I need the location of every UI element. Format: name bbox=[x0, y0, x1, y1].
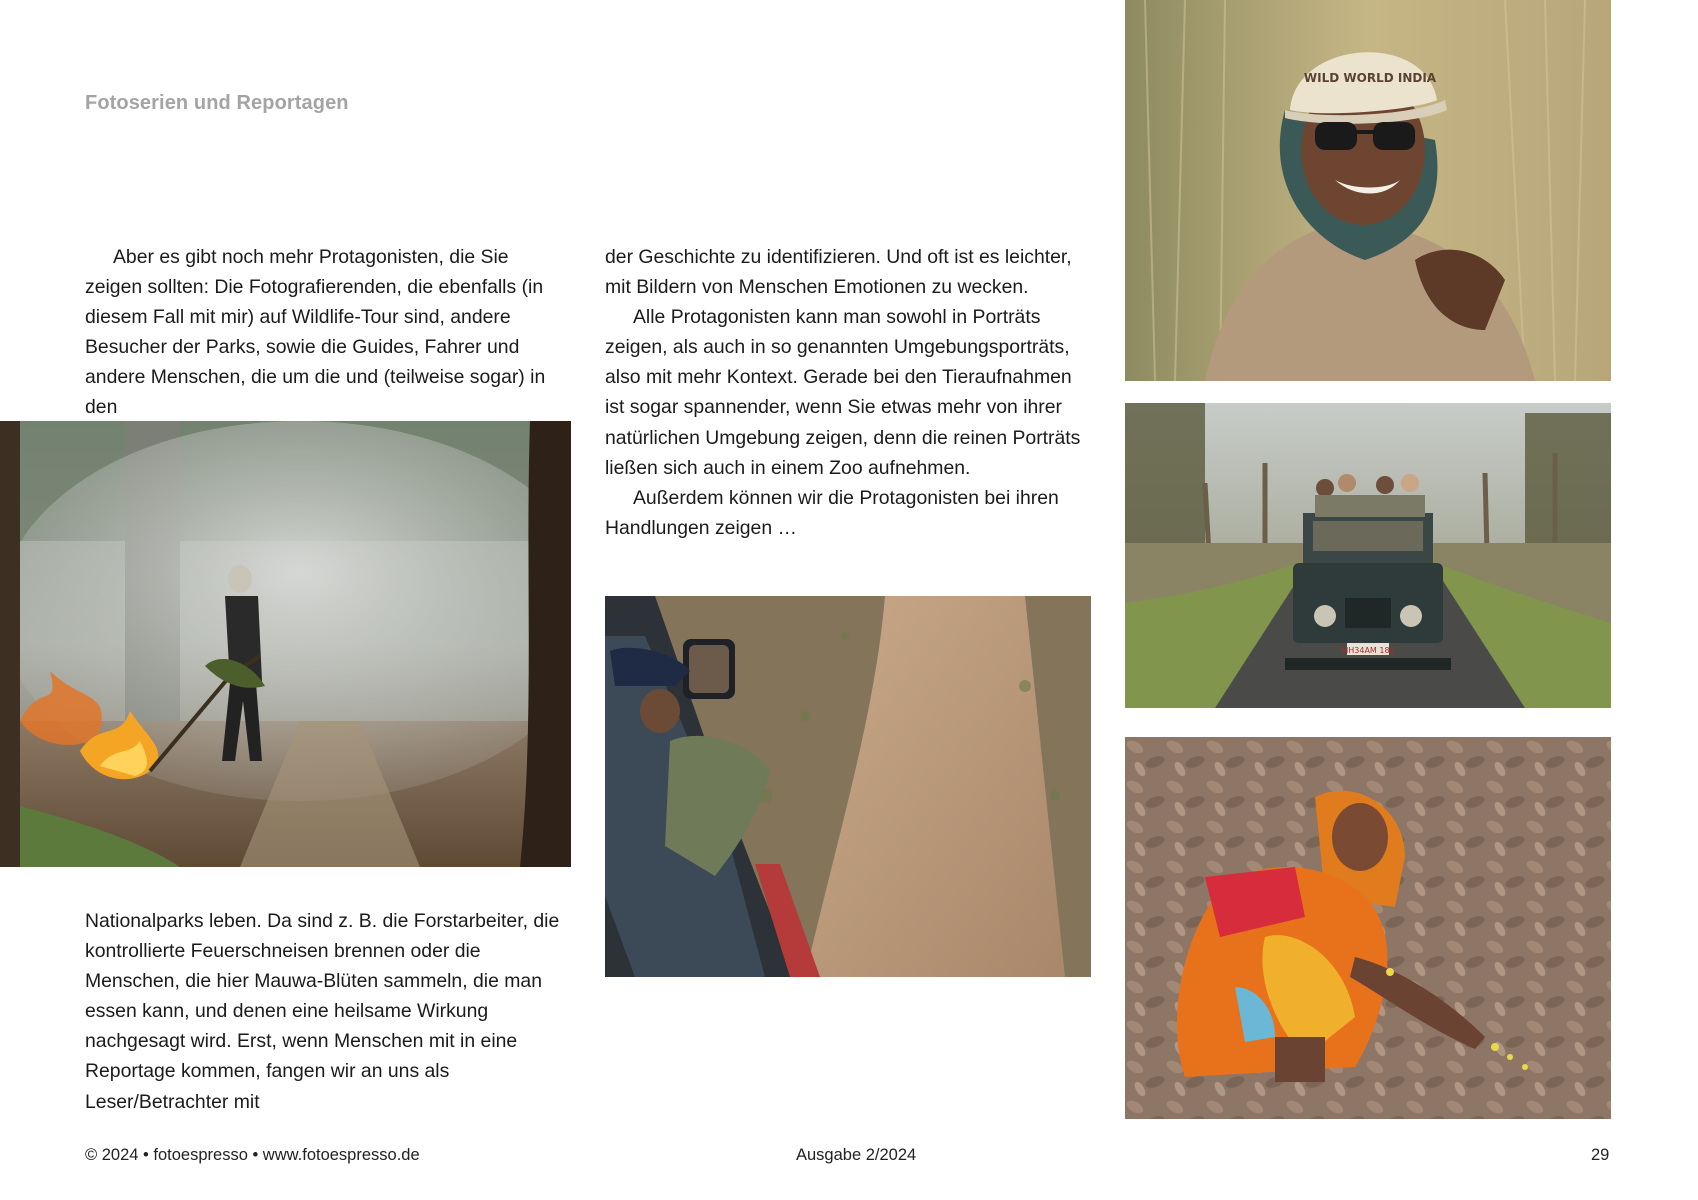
paragraph: Außerdem können wir die Protagonisten bei ihren Handlungen zeigen … bbox=[605, 486, 1059, 539]
guide-in-jeep-track-photo bbox=[605, 596, 1091, 977]
paragraph: Nationalparks leben. Da sind z. B. die Forstarbeiter, die kontrollierte Feuerschneisen brennen oder die Menschen, die hier Mauwa-Blüten sammeln, die man essen kann, und denen eine heilsame Wirkung nachgesagt wird. Erst, wenn Menschen mit in eine Reportage kommen, fangen wir an uns als Leser/Betrachter mit bbox=[85, 910, 560, 1113]
license-plate-text: MH34AM 186 bbox=[1341, 646, 1395, 655]
cap-logo-text: WILD WORLD INDIA bbox=[1303, 71, 1437, 85]
column2-text bbox=[605, 242, 1091, 543]
page-number: 29 bbox=[1591, 1146, 1610, 1164]
paragraph: der Geschichte zu identifizieren. Und oft ist es leichter, mit Bildern von Menschen Emotionen zu wecken. bbox=[605, 246, 1072, 299]
guide-portrait-photo bbox=[1125, 0, 1611, 381]
column1-bottom-text bbox=[85, 906, 571, 1117]
safari-jeep-photo bbox=[1125, 403, 1611, 708]
paragraph: Alle Protagonisten kann man sowohl in Porträts zeigen, als auch in so genannten Umgebungsporträts, also mit mehr Kontext. Gerade bei den Tieraufnahmen ist sogar spannender, wenn Sie etwas mehr von ihrer natürlichen Umgebung zeigen, denn die reinen Porträts ließen sich auch in einem Zoo aufnehmen. bbox=[605, 306, 1081, 479]
footer-copyright: © 2024 • fotoespresso • www.fotoespresso.de bbox=[85, 1146, 420, 1164]
woman-collecting-blossoms-photo bbox=[1125, 737, 1611, 1119]
forest-worker-fire-photo bbox=[0, 421, 571, 867]
footer-issue: Ausgabe 2/2024 bbox=[796, 1146, 917, 1164]
section-title: Fotoserien und Reportagen bbox=[85, 92, 349, 114]
paragraph: Aber es gibt noch mehr Protagonisten, die Sie zeigen sollten: Die Fotografierenden, die ebenfalls (in diesem Fall mit mir) auf Wildlife-Tour sind, andere Besucher der Parks, sowie die Guides, Fahrer und andere Menschen, die um die und (teilweise sogar) in den bbox=[85, 246, 546, 419]
column1-top-text bbox=[85, 242, 571, 423]
